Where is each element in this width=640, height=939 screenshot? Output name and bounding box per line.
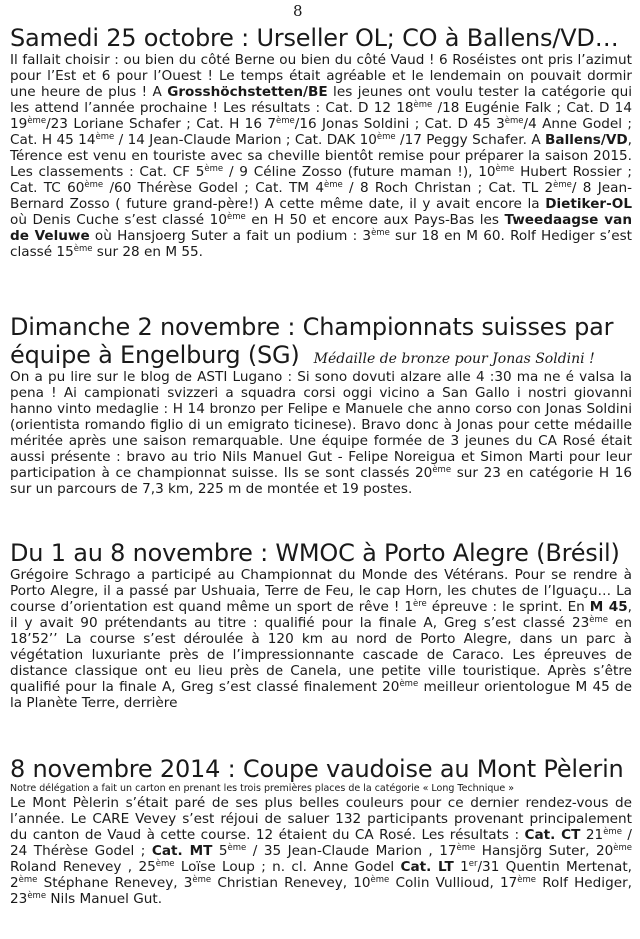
- ordinal-suffix: ème: [517, 875, 537, 885]
- section-wmoc: [10, 539, 632, 711]
- bold-text: Ballens/VD: [545, 132, 628, 148]
- text-run: où Denis Cuche s’est classé 10: [10, 212, 227, 228]
- text-run: /31 Quentin Mertenat, 2: [10, 859, 632, 891]
- section-title: Dimanche 2 novembre : Championnats suisses par: [10, 313, 614, 341]
- text-run: Hubert Rossier ; Cat. TC 60: [10, 164, 632, 196]
- bold-text: Cat. LT: [400, 859, 454, 875]
- text-run: sur 18 en M 60. Rolf Hediger s’est classé 15: [10, 228, 632, 260]
- ordinal-suffix: ème: [27, 891, 47, 901]
- section-title: 8 novembre 2014 : Coupe vaudoise au Mont Pèlerin: [10, 755, 624, 783]
- text-run: Le Mont Pèlerin s’était paré de ses plus belles couleurs pour ce dernier rendez-vous de l’année. Le CARE Vevey s’est réjoui de saluer 132 participants provenant principalement du canton de Vaud à cette course. 12 étaient du CA Rosé. Les résultats :: [10, 795, 632, 843]
- ordinal-suffix: ème: [613, 843, 632, 853]
- text-run: en 18’52’’ La course s’est déroulée à 120 km au nord de Porto Alegre, dans un parc à végétation luxuriante près de l’impressionnante cascade de Caraco. Les épreuves de distance classique ont eu lieu près de Canela, une petite ville touristique. Après s’être qualifié pour la finale A, Greg s’est classé finalement 20: [10, 615, 632, 695]
- ordinal-suffix: ème: [399, 679, 419, 689]
- text-run: Rolf Hediger, 23: [10, 875, 632, 907]
- text-run: / 8 Jean-Bernard Zosso ( future grand-père!) A cette même date, il y avait encore la: [10, 180, 632, 212]
- bold-text: Tweedaagse van de Veluwe: [10, 212, 632, 244]
- ordinal-suffix: er: [468, 859, 478, 869]
- ordinal-suffix: ème: [27, 116, 47, 126]
- text-run: Grégoire Schrago a participé au Championnat du Monde des Vétérans. Pour se rendre à Porto Alegre, il a passé par Ushuaia, Terre de Feu, le cap Horn, les chutes de l’Iguaçu… La course d’orientation est quand même un sport de rêve ! 1: [10, 567, 632, 615]
- text-run: / 24 Thérèse Godel ;: [10, 827, 632, 859]
- text-run: Colin Vullioud, 17: [389, 875, 518, 891]
- text-run: , il y avait 90 prétendants au titre : qualifié pour la finale A, Greg s’est classé 23: [10, 599, 632, 631]
- ordinal-suffix: ème: [95, 132, 115, 142]
- text-run: 1: [453, 859, 469, 875]
- ordinal-suffix: ème: [155, 859, 175, 869]
- ordinal-suffix: ème: [589, 615, 609, 625]
- bold-text: Cat. CT: [524, 827, 581, 843]
- text-run: en H 50 et encore aux Pays-Bas les: [245, 212, 505, 228]
- text-run: / 8 Roch Christan ; Cat. TL 2: [342, 180, 554, 196]
- text-run: / 9 Céline Zosso (future maman !), 10: [223, 164, 496, 180]
- text-run: /4 Anne Godel ; Cat. H 45 14: [10, 116, 632, 148]
- section-engelburg: [10, 313, 632, 497]
- text-run: Nils Manuel Gut.: [46, 891, 163, 907]
- text-run: /16 Jonas Soldini ; Cat. D 45 3: [294, 116, 505, 132]
- text-run: /17 Peggy Schafer. A: [395, 132, 546, 148]
- section-ballens: [10, 24, 632, 260]
- section-subtitle: Médaille de bronze pour Jonas Soldini !: [313, 351, 595, 367]
- bold-text: Cat. MT: [151, 843, 213, 859]
- section-body: [10, 567, 632, 711]
- ordinal-suffix: ème: [553, 180, 572, 190]
- text-run: 5: [212, 843, 228, 859]
- text-run: 21: [580, 827, 604, 843]
- section-title-continued: équipe à Engelburg (SG): [10, 341, 300, 369]
- section-title: Samedi 25 octobre : Urseller OL; CO à Ballens/VD…: [10, 24, 619, 52]
- ordinal-suffix: ème: [376, 132, 396, 142]
- ordinal-suffix: ème: [495, 164, 515, 174]
- bold-text: Dietiker-OL: [545, 196, 632, 212]
- section-mont-pelerin: [10, 755, 632, 907]
- text-run: sur 28 en M 55.: [92, 244, 203, 260]
- text-run: /60 Thérèse Godel ; Cat. TM 4: [103, 180, 324, 196]
- text-run: où Hansjoerg Suter a fait un podium : 3: [89, 228, 372, 244]
- text-run: / 35 Jean-Claude Marion , 17: [246, 843, 457, 859]
- ordinal-suffix: ème: [227, 843, 247, 853]
- section-note: Notre délégation a fait un carton en prenant les trois premières places de la catégorie « Long Technique »: [10, 783, 515, 794]
- text-run: Il fallait choisir : ou bien du côté Berne ou bien du côté Vaud ! 6 Roséistes ont pris l’azimut pour l’Est et 6 pour l’Ouest ! Le temps était agréable et le lendemain on pouvait dormir une heure de plus ! A: [10, 52, 632, 100]
- section-body: [10, 52, 632, 260]
- text-run: Loïse Loup ; n. cl. Anne Godel: [174, 859, 401, 875]
- ordinal-suffix: ème: [370, 875, 390, 885]
- section-title: Du 1 au 8 novembre : WMOC à Porto Alegre (Brésil): [10, 539, 620, 567]
- ordinal-suffix: ème: [226, 212, 246, 222]
- text-run: /23 Loriane Schafer ; Cat. H 16 7: [46, 116, 277, 132]
- ordinal-suffix: ème: [276, 116, 295, 126]
- text-run: , Térence est venu en touriste avec sa cheville bientôt remise pour préparer la saison 2015. Les classements : Cat. CF 5: [10, 132, 632, 180]
- ordinal-suffix: ème: [603, 827, 622, 837]
- ordinal-suffix: ème: [504, 116, 524, 126]
- ordinal-suffix: ème: [323, 180, 343, 190]
- text-run: épreuve : le sprint. En: [426, 599, 590, 615]
- ordinal-suffix: ère: [413, 599, 427, 609]
- ordinal-suffix: ème: [371, 228, 390, 238]
- text-run: Stéphane Renevey, 3: [37, 875, 193, 891]
- section-body: [10, 795, 632, 907]
- text-run: Christian Renevey, 10: [211, 875, 371, 891]
- ordinal-suffix: ème: [204, 164, 224, 174]
- section-body: [10, 369, 632, 497]
- ordinal-suffix: ème: [192, 875, 212, 885]
- ordinal-suffix: ème: [413, 100, 433, 110]
- page-number: 8: [293, 2, 303, 20]
- ordinal-suffix: ème: [73, 244, 93, 254]
- text-run: Roland Renevey , 25: [10, 859, 156, 875]
- ordinal-suffix: ème: [432, 465, 452, 475]
- text-run: sur 23 en catégorie H 16 sur un parcours de 7,3 km, 225 m de montée et 19 postes.: [10, 465, 632, 497]
- text-run: les jeunes ont voulu tester la catégorie qui les attend l’année prochaine ! Les résultats : Cat. D 12 18: [10, 84, 632, 116]
- bold-text: Grosshöchstetten/BE: [167, 84, 328, 100]
- ordinal-suffix: ème: [18, 875, 38, 885]
- text-run: On a pu lire sur le blog de ASTI Lugano : Si sono dovuti alzare alle 4 :30 ma ne é valsa la pena ! Ai campionati svizzeri a squadra corsi oggi vicino a San Gallo i nostri giovanni hanno vinto medaglie : H 14 bronzo per Felipe e Manuele che anno corso con Jonas Soldini (orientista romando figlio di un emigrato ticinese). Bravo donc à Jonas pour cette médaille méritée après une saison remarquable. Une équipe formée de 3 jeunes du CA Rosé était aussi présente : bravo au trio Nils Manuel Gut - Felipe Noreigua et Simon Marti pour leur participation à ce championnat suisse. Ils se sont classés 20: [10, 369, 632, 481]
- bold-text: M 45: [589, 599, 628, 615]
- text-run: meilleur orientologue M 45 de la Planète Terre, derrière: [10, 679, 632, 711]
- text-run: Hansjörg Suter, 20: [475, 843, 614, 859]
- ordinal-suffix: ème: [456, 843, 476, 853]
- text-run: / 14 Jean-Claude Marion ; Cat. DAK 10: [114, 132, 377, 148]
- ordinal-suffix: ème: [84, 180, 104, 190]
- text-run: /18 Eugénie Falk ; Cat. D 14 19: [10, 100, 632, 132]
